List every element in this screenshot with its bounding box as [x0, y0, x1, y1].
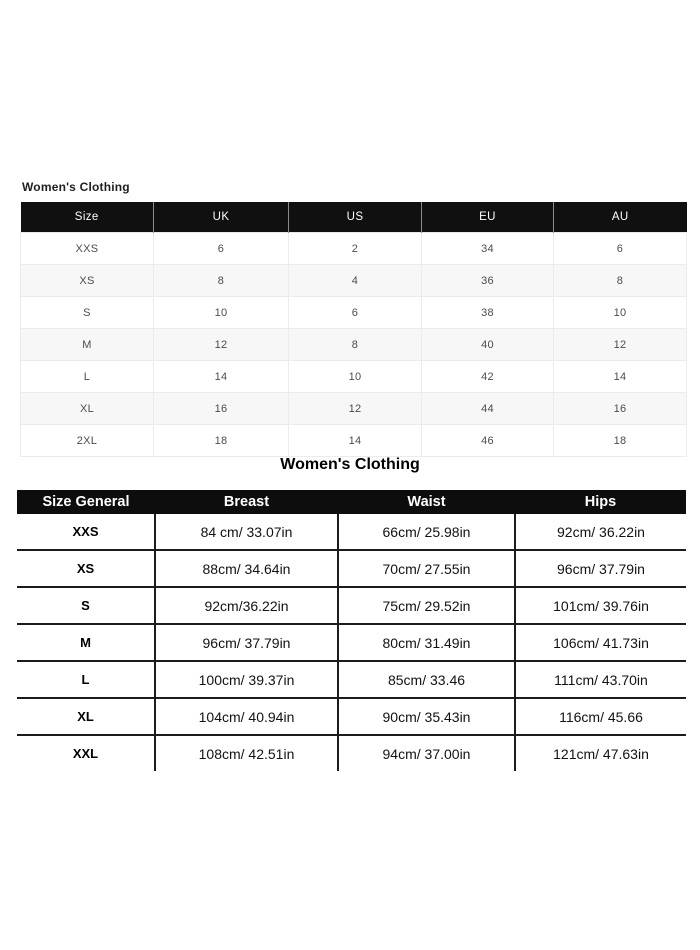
cell-breast: 84 cm/ 33.07in	[155, 514, 338, 550]
cell-hips: 116cm/ 45.66	[515, 698, 686, 735]
cell-us: 12	[289, 393, 422, 425]
cell-waist: 94cm/ 37.00in	[338, 735, 515, 771]
cell-waist: 75cm/ 29.52in	[338, 587, 515, 624]
table-row	[17, 735, 686, 771]
cell-au: 16	[554, 393, 687, 425]
cell-hips: 101cm/ 39.76in	[515, 587, 686, 624]
measurements-table-body	[17, 514, 686, 771]
cell-size: M	[21, 329, 154, 361]
table-row	[21, 233, 687, 265]
cell-eu: 40	[422, 329, 554, 361]
size-conversion-table-header	[21, 202, 687, 233]
size-conversion-table	[20, 202, 687, 457]
cell-breast: 108cm/ 42.51in	[155, 735, 338, 771]
cell-us: 8	[289, 329, 422, 361]
cell-hips: 121cm/ 47.63in	[515, 735, 686, 771]
cell-size: XXS	[17, 514, 155, 550]
cell-uk: 6	[154, 233, 289, 265]
measurements-table	[17, 490, 686, 771]
table-row	[21, 361, 687, 393]
cell-size: L	[17, 661, 155, 698]
column-header-uk: UK	[154, 202, 289, 233]
cell-hips: 111cm/ 43.70in	[515, 661, 686, 698]
header-row	[17, 490, 686, 514]
cell-breast: 92cm/36.22in	[155, 587, 338, 624]
table-row	[17, 514, 686, 550]
cell-waist: 66cm/ 25.98in	[338, 514, 515, 550]
cell-size: XS	[21, 265, 154, 297]
cell-eu: 38	[422, 297, 554, 329]
cell-au: 14	[554, 361, 687, 393]
column-header-us: US	[289, 202, 422, 233]
column-header-size-general: Size General	[17, 490, 155, 514]
cell-size: XXL	[17, 735, 155, 771]
size-conversion-table-title: Women's Clothing	[22, 180, 130, 194]
column-header-waist: Waist	[338, 490, 515, 514]
cell-eu: 44	[422, 393, 554, 425]
cell-uk: 8	[154, 265, 289, 297]
cell-us: 10	[289, 361, 422, 393]
table-row	[21, 329, 687, 361]
cell-waist: 90cm/ 35.43in	[338, 698, 515, 735]
cell-breast: 100cm/ 39.37in	[155, 661, 338, 698]
cell-breast: 96cm/ 37.79in	[155, 624, 338, 661]
cell-size: M	[17, 624, 155, 661]
cell-us: 4	[289, 265, 422, 297]
cell-us: 6	[289, 297, 422, 329]
column-header-breast: Breast	[155, 490, 338, 514]
cell-breast: 88cm/ 34.64in	[155, 550, 338, 587]
cell-au: 18	[554, 425, 687, 457]
cell-uk: 18	[154, 425, 289, 457]
cell-size: S	[21, 297, 154, 329]
cell-size: L	[21, 361, 154, 393]
column-header-size: Size	[21, 202, 154, 233]
column-header-au: AU	[554, 202, 687, 233]
cell-eu: 36	[422, 265, 554, 297]
cell-eu: 46	[422, 425, 554, 457]
table-row	[17, 587, 686, 624]
table-row	[17, 624, 686, 661]
cell-au: 6	[554, 233, 687, 265]
table-row	[17, 698, 686, 735]
column-header-hips: Hips	[515, 490, 686, 514]
cell-au: 12	[554, 329, 687, 361]
cell-uk: 14	[154, 361, 289, 393]
measurements-table-header	[17, 490, 686, 514]
cell-size: XS	[17, 550, 155, 587]
cell-us: 2	[289, 233, 422, 265]
cell-us: 14	[289, 425, 422, 457]
header-row	[21, 202, 687, 233]
table-row	[21, 425, 687, 457]
cell-au: 8	[554, 265, 687, 297]
cell-uk: 12	[154, 329, 289, 361]
cell-uk: 16	[154, 393, 289, 425]
cell-waist: 70cm/ 27.55in	[338, 550, 515, 587]
cell-hips: 92cm/ 36.22in	[515, 514, 686, 550]
size-conversion-table-body	[21, 233, 687, 457]
cell-au: 10	[554, 297, 687, 329]
table-row	[21, 297, 687, 329]
cell-size: 2XL	[21, 425, 154, 457]
cell-eu: 34	[422, 233, 554, 265]
cell-hips: 106cm/ 41.73in	[515, 624, 686, 661]
cell-waist: 85cm/ 33.46	[338, 661, 515, 698]
cell-size: XXS	[21, 233, 154, 265]
cell-size: XL	[17, 698, 155, 735]
table-row	[21, 265, 687, 297]
table-row	[17, 550, 686, 587]
cell-waist: 80cm/ 31.49in	[338, 624, 515, 661]
cell-size: XL	[21, 393, 154, 425]
table-row	[21, 393, 687, 425]
column-header-eu: EU	[422, 202, 554, 233]
table-row	[17, 661, 686, 698]
cell-size: S	[17, 587, 155, 624]
cell-breast: 104cm/ 40.94in	[155, 698, 338, 735]
measurements-table-title: Women's Clothing	[280, 456, 420, 473]
cell-eu: 42	[422, 361, 554, 393]
cell-uk: 10	[154, 297, 289, 329]
cell-hips: 96cm/ 37.79in	[515, 550, 686, 587]
